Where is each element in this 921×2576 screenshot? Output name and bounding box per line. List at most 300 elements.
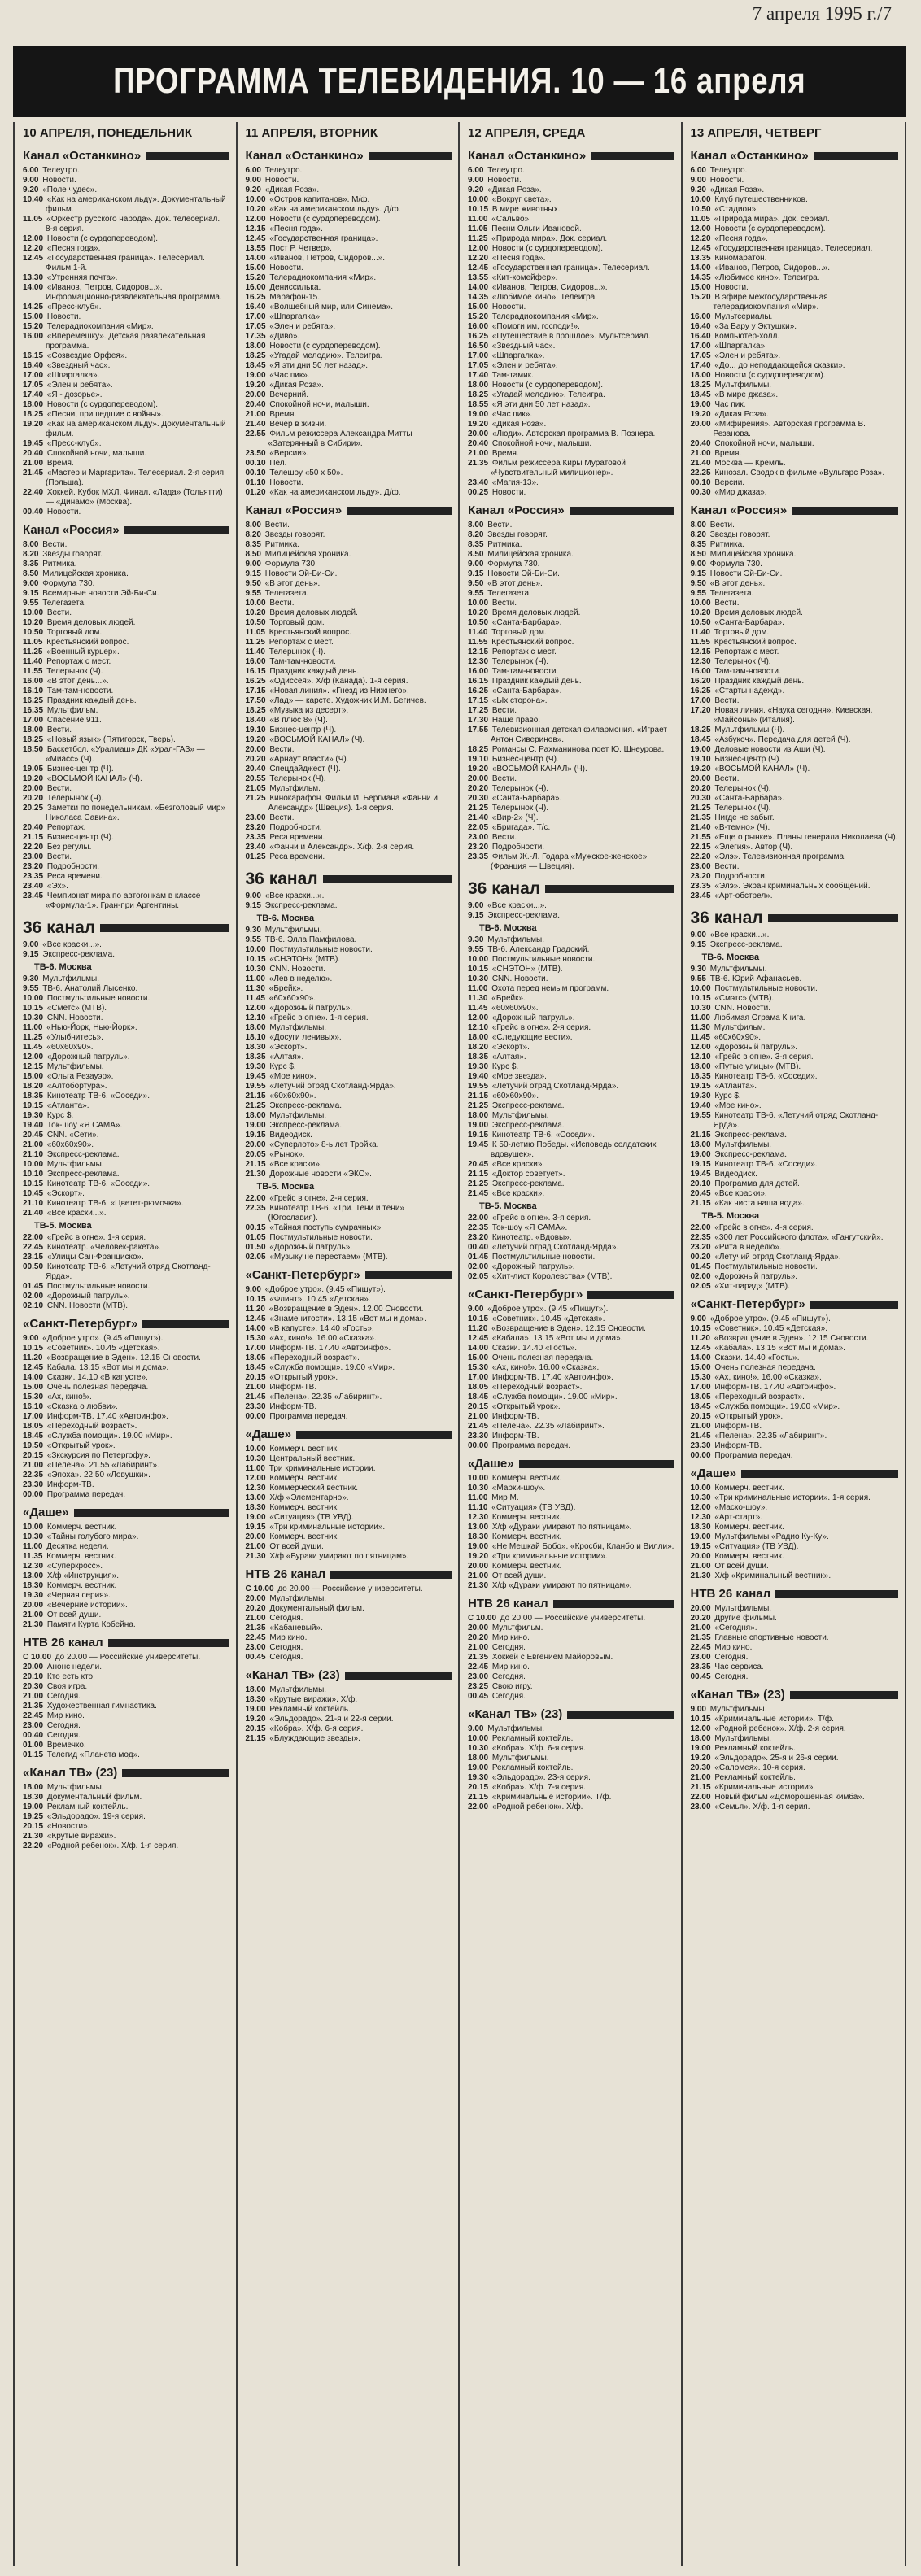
- channel-heading: [246, 869, 452, 890]
- program-time: 9.20: [468, 185, 484, 194]
- program-entry: [468, 774, 674, 784]
- program-entry: [246, 273, 452, 283]
- channel-rule: [567, 1711, 674, 1719]
- program-time: 20.55: [245, 774, 266, 783]
- program-title: Клуб путешественников.: [714, 195, 808, 204]
- program-title: «300 лет Российского флота». «Гангутский».: [714, 1233, 884, 1242]
- program-title: «Маско-шоу».: [714, 1503, 768, 1512]
- program-title: Телерынок (Ч).: [268, 647, 326, 656]
- program-title: Коммерч. вестник.: [269, 1503, 339, 1512]
- program-entry: [23, 589, 229, 599]
- program-title: «Эльдорадо». 21-я и 22-я серии.: [269, 1715, 394, 1724]
- channel-heading: [246, 503, 452, 519]
- program-title: Х/ф «Бураки умирают по пятницам».: [269, 1552, 409, 1561]
- program-title: Новости (с сурдопереводом).: [714, 224, 826, 233]
- program-entry: [468, 283, 674, 293]
- program-entry: [691, 459, 899, 469]
- program-entry: [468, 264, 674, 273]
- program-title: Экспресс-реклама.: [269, 1101, 343, 1110]
- program-entry: [691, 1092, 899, 1101]
- program-time: 18.30: [245, 1695, 266, 1704]
- program-title: Программа для детей.: [714, 1179, 800, 1188]
- program-title: Коммерч. вестник.: [269, 1445, 339, 1454]
- program-entry: [691, 1314, 899, 1324]
- program-title: «Эпоха». 22.50 «Ловушки».: [46, 1471, 151, 1480]
- program-title: Кинотеатр ТВ-6. «Цветет-рюмочка».: [46, 1199, 184, 1208]
- program-time: 22.35: [23, 1471, 44, 1480]
- program-title: Кинотеатр ТВ-6. «Летучий отряд Скотланд-Ярда».: [46, 1262, 211, 1281]
- program-time: 10.15: [23, 1004, 44, 1013]
- program-time: 17.00: [468, 1373, 489, 1382]
- program-entry: [246, 1633, 452, 1643]
- program-entry: [23, 1432, 229, 1441]
- program-entry: [468, 1353, 674, 1363]
- program-entry: [691, 1672, 899, 1682]
- program-time: 9.55: [468, 945, 484, 954]
- program-entry: [246, 994, 452, 1004]
- program-title: «Как на американском льду». Документальный фильм.: [46, 195, 226, 214]
- program-time: 01.50: [245, 1243, 266, 1252]
- program-entry: [691, 449, 899, 459]
- program-title: Телерынок (Ч).: [46, 667, 103, 676]
- program-time: 21.45: [690, 1432, 711, 1441]
- program-entry: [23, 332, 229, 351]
- program-entry: [246, 1131, 452, 1140]
- program-entry: [23, 765, 229, 774]
- program-title: От всей души.: [269, 1542, 324, 1551]
- program-time: 17.05: [23, 381, 44, 390]
- program-time: 10.00: [468, 599, 489, 608]
- program-title: «Звездный час».: [46, 361, 111, 370]
- program-title: Новости (с сурдопереводом).: [714, 371, 826, 380]
- program-entry: [468, 1189, 674, 1199]
- program-title: Мультфильм.: [46, 706, 98, 715]
- channel-name: 36 канал: [23, 918, 96, 937]
- program-time: 21.15: [468, 1793, 489, 1802]
- program-time: 23.50: [245, 449, 266, 458]
- program-entry: [246, 1082, 452, 1092]
- program-time: 18.20: [468, 1043, 489, 1052]
- program-title: Мультфильмы.: [714, 1734, 772, 1743]
- program-title: Информ-ТВ. 17.40 «Автоинфо».: [491, 1373, 613, 1382]
- program-time: 10.15: [690, 1324, 711, 1333]
- program-time: 12.00: [690, 1724, 711, 1733]
- program-time: С 10.00: [23, 1653, 52, 1662]
- program-title: Постмультильные новости.: [269, 945, 373, 954]
- program-title: Мультфильмы.: [269, 1594, 327, 1603]
- program-entry: [468, 901, 674, 911]
- program-time: 16.00: [468, 322, 489, 331]
- program-time: 6.00: [690, 166, 706, 175]
- program-time: 8.20: [23, 550, 39, 559]
- program-time: 12.00: [245, 215, 266, 224]
- program-entry: [691, 765, 899, 774]
- program-entry: [691, 205, 899, 215]
- program-entry: [468, 1513, 674, 1523]
- program-title: Телеутро.: [264, 166, 303, 175]
- program-title: Новости (с сурдопереводом).: [491, 381, 604, 390]
- program-title: Коммерч. вестник.: [269, 1474, 339, 1483]
- program-entry: [246, 361, 452, 371]
- program-time: 20.40: [468, 439, 489, 448]
- program-title: Вечер в жизни.: [269, 420, 327, 429]
- program-entry: [468, 696, 674, 706]
- program-entry: [468, 716, 674, 726]
- program-title: Вести.: [709, 521, 735, 530]
- program-entry: [691, 984, 899, 994]
- program-time: 20.05: [245, 1150, 266, 1159]
- program-title: Коммерч. вестник.: [269, 1532, 339, 1541]
- program-time: 9.55: [23, 599, 39, 608]
- program-entry: [691, 1199, 899, 1209]
- program-title: Коммерч. вестник.: [714, 1523, 784, 1532]
- channel-heading: [468, 503, 674, 519]
- program-entry: [691, 1402, 899, 1412]
- program-time: 18.00: [23, 1783, 44, 1792]
- program-entry: [246, 1383, 452, 1393]
- channel-name: «Канал ТВ» (23): [468, 1707, 563, 1721]
- program-title: Вести.: [46, 852, 72, 861]
- program-time: 19.20: [23, 774, 44, 783]
- program-entry: [468, 1023, 674, 1033]
- program-time: 16.00: [23, 332, 44, 341]
- program-entry: [246, 1412, 452, 1422]
- program-time: 20.15: [468, 1402, 489, 1411]
- program-entry: [246, 1334, 452, 1344]
- program-time: 8.20: [245, 530, 261, 539]
- program-title: «За Бару у Эктушки».: [714, 322, 797, 331]
- program-time: 01.05: [245, 1233, 266, 1242]
- program-entry: [691, 813, 899, 823]
- program-entry: [691, 872, 899, 882]
- program-time: 15.20: [245, 273, 266, 282]
- program-time: 20.45: [23, 1131, 44, 1140]
- program-time: 18.45: [468, 1393, 489, 1401]
- program-entry: [23, 449, 229, 459]
- channel-heading: [23, 1765, 229, 1781]
- channel-name: Канал «Останкино»: [468, 149, 587, 163]
- program-time: 17.15: [245, 686, 266, 695]
- program-entry: [691, 1432, 899, 1441]
- program-entry: [691, 244, 899, 254]
- program-entry: [468, 293, 674, 303]
- program-entry: [246, 322, 452, 332]
- program-time: 22.00: [468, 1802, 489, 1811]
- program-title: CNN. Новости (МТВ).: [46, 1301, 129, 1310]
- program-time: 00.00: [245, 1412, 266, 1421]
- program-title: В мире животных.: [491, 205, 561, 214]
- program-time: 18.00: [468, 1111, 489, 1120]
- program-title: Вести.: [714, 696, 740, 705]
- program-title: Мультфильмы.: [269, 1023, 327, 1032]
- program-entry: [246, 774, 452, 784]
- program-entry: [246, 1324, 452, 1334]
- program-entry: [23, 1160, 229, 1170]
- program-title: «Дикая Роза».: [714, 410, 769, 419]
- program-title: «Советник». 10.45 «Детская».: [714, 1324, 828, 1333]
- program-entry: [691, 1734, 899, 1744]
- program-entry: [468, 994, 674, 1004]
- program-title: «Песня года».: [491, 254, 546, 263]
- program-time: 16.10: [23, 1402, 44, 1411]
- program-entry: [246, 1552, 452, 1562]
- program-time: 16.25: [245, 677, 266, 686]
- channel-name: «Канал ТВ» (23): [245, 1668, 340, 1682]
- program-entry: [691, 1705, 899, 1715]
- program-title: Экспресс-реклама.: [46, 1150, 120, 1159]
- program-title: «Санта-Барбара».: [714, 618, 784, 627]
- program-time: 9.55: [690, 974, 706, 983]
- program-entry: [691, 931, 899, 940]
- program-title: до 20.00 — Российские университеты.: [500, 1614, 646, 1623]
- program-entry: [23, 459, 229, 469]
- program-entry: [468, 312, 674, 322]
- channel-heading: [691, 503, 899, 519]
- program-title: «Кобра». Х/ф. 6-я серия.: [269, 1724, 364, 1733]
- program-entry: [23, 1043, 229, 1053]
- program-time: 20.40: [690, 439, 711, 448]
- program-time: 17.05: [245, 322, 266, 331]
- program-title: «Криминальные истории». Т/ф.: [714, 1715, 834, 1724]
- program-time: 14.00: [245, 1324, 266, 1333]
- program-title: CNN. Новости.: [491, 974, 548, 983]
- program-entry: [246, 638, 452, 647]
- channel-heading: [468, 148, 674, 164]
- program-entry: [691, 569, 899, 579]
- program-title: Экспресс-реклама.: [709, 940, 783, 949]
- program-entry: [468, 935, 674, 945]
- program-time: 18.25: [245, 351, 266, 360]
- program-title: Новости Эй-Би-Си.: [709, 569, 783, 578]
- program-title: «Ах, кино!».: [46, 1393, 92, 1401]
- program-time: 22.35: [245, 1204, 266, 1213]
- channel-rule: [100, 924, 229, 932]
- program-time: 16.00: [23, 677, 44, 686]
- program-time: 12.30: [690, 657, 711, 666]
- program-title: «Сказка о любви».: [46, 1402, 118, 1411]
- program-time: 10.00: [468, 1474, 489, 1483]
- program-entry: [246, 599, 452, 608]
- channel-rule: [345, 1672, 452, 1680]
- program-title: «Атланта».: [714, 1082, 757, 1091]
- program-entry: [23, 618, 229, 628]
- program-title: Информ-ТВ.: [491, 1412, 539, 1421]
- program-entry: [23, 608, 229, 618]
- program-entry: [246, 166, 452, 176]
- program-title: «Новая линия». «Гнезд из Нижнего».: [269, 686, 409, 695]
- program-time: 14.35: [690, 273, 711, 282]
- program-entry: [23, 726, 229, 735]
- program-title: Мультфильмы.: [709, 1705, 767, 1714]
- program-title: Вести.: [491, 599, 517, 608]
- program-time: 11.05: [23, 638, 43, 647]
- program-time: 9.55: [23, 984, 39, 993]
- program-title: Торговый дом.: [491, 628, 547, 637]
- program-title: «Улицы Сан-Франциско».: [46, 1253, 144, 1262]
- program-entry: [23, 1209, 229, 1218]
- program-entry: [691, 1324, 899, 1334]
- program-entry: [691, 1493, 899, 1503]
- program-title: Дорожные новости «ЭКО».: [269, 1170, 372, 1179]
- program-time: 20.20: [245, 1604, 266, 1613]
- program-time: 10.30: [245, 965, 266, 974]
- program-title: «Кит-комейфер».: [491, 273, 558, 282]
- program-title: Новости.: [269, 478, 303, 487]
- program-title: «Элен и ребята».: [714, 351, 781, 360]
- program-title: «Все краски...».: [709, 931, 770, 939]
- program-title: Мир кино.: [46, 1711, 85, 1720]
- program-time: 12.30: [23, 1562, 44, 1571]
- program-entry: [691, 1754, 899, 1763]
- program-entry: [468, 1802, 674, 1812]
- program-time: 10.50: [690, 205, 711, 214]
- program-time: 23.30: [23, 1480, 44, 1489]
- channel-subheading: ТВ-6. Москва: [479, 923, 537, 933]
- program-entry: [468, 843, 674, 852]
- channel-subheading: ТВ-5. Москва: [479, 1201, 537, 1211]
- program-time: 17.15: [468, 696, 489, 705]
- program-time: 23.30: [690, 1441, 711, 1450]
- program-time: 23.15: [23, 1253, 44, 1262]
- program-title: «60x60x90».: [268, 994, 316, 1003]
- program-title: Пел.: [269, 459, 287, 468]
- program-entry: [246, 244, 452, 254]
- program-time: 15.30: [690, 1373, 711, 1382]
- program-title: Формула 730.: [42, 579, 95, 588]
- program-time: 15.00: [468, 1353, 489, 1362]
- program-title: Всемирные новости Эй-Би-Си.: [42, 589, 159, 598]
- program-entry: [691, 1624, 899, 1633]
- program-title: Постмультильные новости.: [491, 955, 596, 964]
- program-title: «Эльдорадо». 25-я и 26-я серии.: [714, 1754, 839, 1763]
- program-entry: [23, 882, 229, 891]
- program-entry: [23, 273, 229, 283]
- program-title: «Кобра». Х/ф. 7-я серия.: [491, 1783, 586, 1792]
- program-entry: [246, 342, 452, 351]
- program-entry: [246, 1513, 452, 1523]
- program-title: «Диво».: [269, 332, 300, 341]
- day-heading: 12 АПРЕЛЯ, СРЕДА: [468, 126, 586, 140]
- program-entry: [691, 638, 899, 647]
- program-entry: [691, 1393, 899, 1402]
- program-time: 18.25: [468, 745, 489, 754]
- program-entry: [691, 1353, 899, 1363]
- program-entry: [23, 1253, 229, 1262]
- program-time: 21.45: [245, 1393, 266, 1401]
- program-time: 9.00: [23, 1334, 39, 1343]
- program-title: Время.: [491, 449, 519, 458]
- program-time: 12.10: [245, 1013, 266, 1022]
- program-time: 14.00: [23, 1373, 44, 1382]
- program-entry: [23, 1581, 229, 1591]
- program-title: Главные спортивные новости.: [714, 1633, 829, 1642]
- program-time: 10.00: [245, 1445, 266, 1454]
- program-time: 12.30: [468, 1513, 489, 1522]
- program-title: От всей души.: [46, 1611, 102, 1619]
- program-time: 11.35: [23, 1552, 43, 1561]
- program-time: 19.50: [23, 1441, 44, 1450]
- program-entry: [691, 1150, 899, 1160]
- program-time: 21.25: [245, 1101, 266, 1110]
- program-time: 11.55: [468, 638, 488, 647]
- program-entry: [468, 1692, 674, 1702]
- program-title: Кто есть кто.: [46, 1672, 95, 1681]
- program-time: 21.35: [245, 1624, 266, 1632]
- program-title: «Иванов, Петров, Сидоров...».: [269, 254, 386, 263]
- program-title: Информ-ТВ.: [714, 1422, 762, 1431]
- program-time: 19.15: [690, 1160, 711, 1169]
- program-time: 20.00: [690, 774, 711, 783]
- program-time: 00.10: [690, 478, 711, 487]
- program-time: 18.30: [690, 1523, 711, 1532]
- program-entry: [246, 478, 452, 488]
- program-entry: [691, 1503, 899, 1513]
- program-entry: [468, 185, 674, 195]
- program-time: 18.25: [23, 735, 44, 744]
- program-entry: [468, 400, 674, 410]
- program-entry: [23, 1832, 229, 1842]
- program-time: 13.30: [23, 273, 44, 282]
- program-entry: [691, 1373, 899, 1383]
- program-entry: [246, 926, 452, 935]
- program-title: «В этот день».: [264, 579, 321, 588]
- program-title: «Как на американском льду». Д/ф.: [269, 488, 401, 497]
- program-title: Информ-ТВ. 17.40 «Автоинфо».: [714, 1383, 836, 1392]
- program-time: 18.00: [245, 1111, 266, 1120]
- channel-heading: [246, 1567, 452, 1583]
- program-time: 22.45: [23, 1243, 44, 1252]
- program-entry: [246, 1724, 452, 1734]
- program-entry: [691, 1663, 899, 1672]
- program-entry: [691, 1072, 899, 1082]
- channel-name: НТВ 26 канал: [245, 1567, 326, 1581]
- program-title: «Элен и ребята».: [269, 322, 336, 331]
- program-time: 22.40: [23, 488, 44, 497]
- channel-rule: [122, 1769, 229, 1777]
- program-entry: [468, 1503, 674, 1513]
- program-entry: [23, 1812, 229, 1822]
- program-time: 23.40: [23, 882, 44, 891]
- program-time: 21.00: [23, 1611, 44, 1619]
- channel-name: Канал «Останкино»: [23, 149, 142, 163]
- program-title: Сегодня.: [491, 1643, 526, 1652]
- program-entry: [468, 560, 674, 569]
- program-entry: [23, 176, 229, 185]
- program-entry: [246, 1053, 452, 1062]
- program-time: 21.15: [468, 1170, 489, 1179]
- program-title: Вести.: [491, 706, 517, 715]
- program-entry: [23, 638, 229, 647]
- program-time: 20.10: [690, 1179, 711, 1188]
- program-title: Кинокарафон. Фильм И. Бергмана «Фанни и Александр» (Швеция). 1-я серия.: [268, 794, 438, 813]
- program-entry: [23, 1601, 229, 1611]
- program-title: Крестьянский вопрос.: [268, 628, 351, 637]
- program-time: 10.40: [23, 195, 44, 204]
- program-time: 11.45: [690, 1033, 710, 1042]
- program-entry: [23, 488, 229, 508]
- program-entry: [23, 185, 229, 195]
- program-time: 20.30: [690, 1763, 711, 1772]
- program-entry: [691, 833, 899, 843]
- program-time: 22.00: [245, 1194, 266, 1203]
- program-entry: [246, 332, 452, 342]
- program-time: 21.00: [468, 1643, 489, 1652]
- program-title: Вести.: [46, 608, 72, 617]
- channel-rule: [587, 1291, 674, 1299]
- program-time: 21.00: [690, 1624, 711, 1632]
- channel-heading: [691, 1586, 899, 1602]
- program-time: 19.10: [690, 755, 711, 764]
